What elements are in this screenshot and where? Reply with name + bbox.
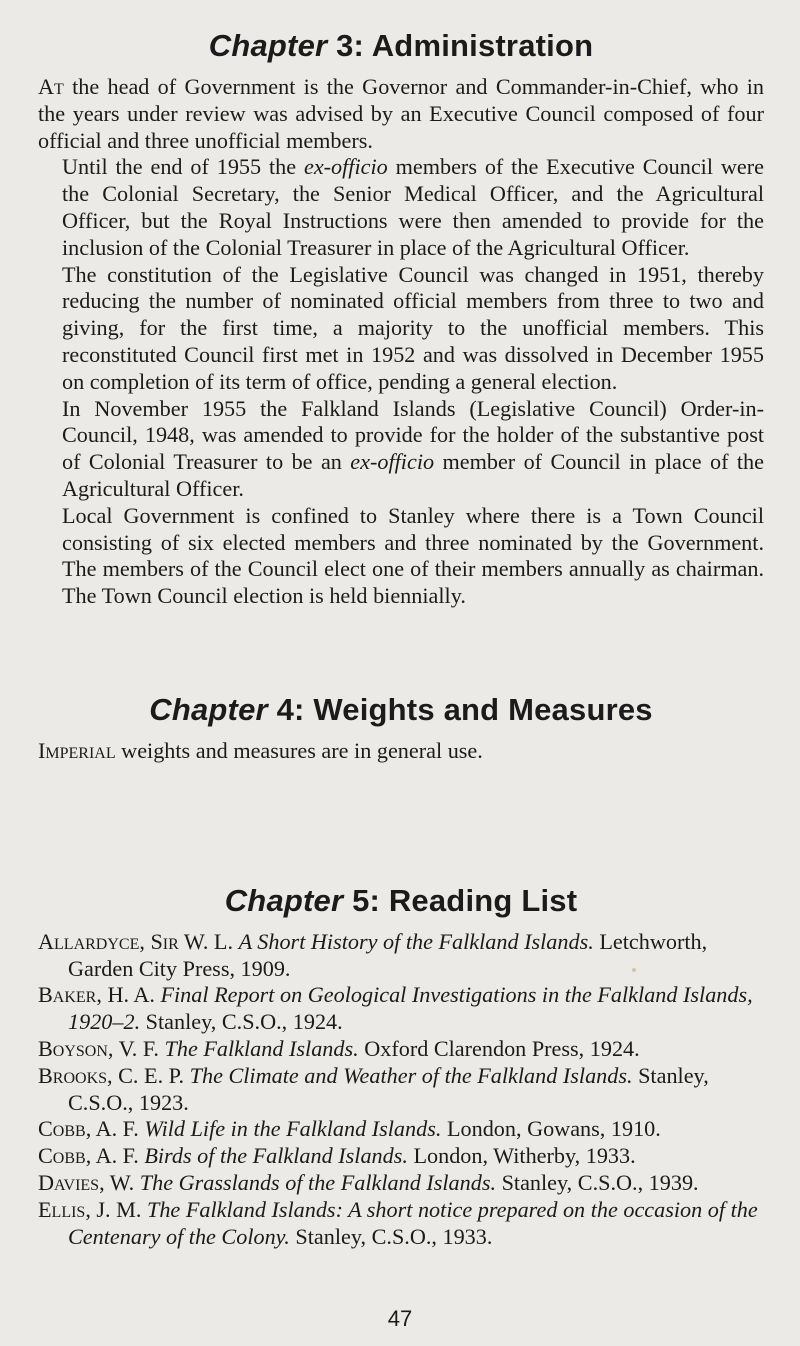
reference-entry (38, 1036, 764, 1063)
reference-title: Wild Life in the Falkland Islands. (144, 1116, 442, 1142)
paragraph-text: the head of Government is the Governor and Commander-in-Chief, who in the years under review was advised by an Executive Council composed of four official and three unofficial members. (38, 74, 764, 153)
reference-author: Davies, W. (38, 1169, 135, 1195)
paragraph-text: Until the end of 1955 the (62, 154, 304, 180)
chapter-3-heading (38, 28, 764, 64)
reference-publisher: Oxford Clarendon Press, 1924. (358, 1035, 640, 1061)
reading-list (38, 929, 764, 1251)
lead-word: Imperial (38, 737, 116, 763)
lead-word: At (38, 74, 64, 99)
reference-publisher: London, Gowans, 1910. (441, 1116, 661, 1142)
chapter-word: Chapter (208, 28, 328, 63)
reference-title: The Grasslands of the Falkland Islands. (139, 1169, 497, 1195)
page-number: 47 (387, 1306, 413, 1331)
reference-publisher: Stanley, C.S.O., 1924. (140, 1009, 343, 1035)
reference-title: The Falkland Islands: A short notice prepared on the occasion of the Centenary of the Colony. (68, 1196, 758, 1249)
italic-term: ex-officio (303, 154, 388, 180)
chapter-4-heading (38, 692, 764, 728)
reference-entry (38, 929, 764, 983)
chapter-title: 4: Weights and Measures (267, 691, 653, 727)
paragraph (38, 154, 764, 261)
reference-author: Brooks, C. E. P. (38, 1062, 185, 1088)
reference-entry (38, 1170, 764, 1197)
paragraph (38, 74, 764, 154)
paragraph: The constitution of the Legislative Council was changed in 1951, thereby reducing the number of nominated official members from three to two and giving, for the first time, a majority to the unofficial members. This reconstituted Council first met in 1952 and was dissolved in December 1955 on completion of its term of office, pending a general election. (62, 261, 764, 394)
reference-entry (38, 1063, 764, 1117)
chapter-title: 5: Reading List (343, 882, 578, 918)
chapter-title: 3: Administration (327, 28, 594, 63)
paragraph (38, 396, 764, 503)
reference-title: The Climate and Weather of the Falkland Islands. (189, 1062, 633, 1088)
reference-author: Allardyce, Sir W. L. (38, 928, 234, 954)
reference-author: Boyson, V. F. (38, 1035, 159, 1061)
reference-entry (38, 1143, 764, 1170)
reference-author: Cobb, A. F. (38, 1116, 139, 1142)
reference-author: Ellis, J. M. (38, 1196, 142, 1222)
reference-title: A Short History of the Falkland Islands. (238, 928, 594, 954)
reference-entry (38, 1197, 764, 1251)
reference-publisher: London, Witherby, 1933. (407, 1143, 636, 1169)
reference-author: Cobb, A. F. (38, 1143, 139, 1169)
reference-title: Birds of the Falkland Islands. (144, 1143, 408, 1169)
paragraph: Local Government is confined to Stanley where there is a Town Council consisting of six elected members and three nominated by the Government. The members of the Council elect one of their members annually as chairman. The Town Council election is held biennially. (62, 502, 764, 609)
paragraph-text: In November 1955 the Falkland Islands (Legislative Council) Order-in-Council, 1948, was amended to provide for the holder of the substantive post of Colonial Treasurer to be an (62, 395, 764, 475)
reference-title: Final Report on Geological Investigations in the Falkland Islands, 1920–2. (68, 982, 753, 1035)
reference-publisher: Letchworth, Garden City Press, 1909. (68, 928, 708, 981)
paper-speck (632, 968, 636, 972)
paragraph-text: members of the Executive Council were the Colonial Secretary, the Senior Medical Officer, and the Agricultural Officer, but the Royal Instructions were then amended to provide for the inclusion of the Colonial Treasurer in place of the Agricultural Officer. (62, 154, 764, 260)
paragraph-text: member of Council in place of the Agricultural Officer. (62, 449, 764, 501)
reference-publisher: Stanley, C.S.O., 1939. (496, 1169, 699, 1195)
chapter-word: Chapter (149, 691, 268, 727)
page-body (38, 28, 764, 1250)
chapter-word: Chapter (224, 882, 344, 918)
reference-publisher: Stanley, C.S.O., 1923. (68, 1062, 709, 1115)
reference-entry (38, 982, 764, 1036)
italic-term: ex-officio (350, 449, 435, 475)
paragraph (38, 738, 764, 765)
reference-publisher: Stanley, C.S.O., 1933. (289, 1223, 493, 1249)
paragraph-text: weights and measures are in general use. (115, 737, 483, 763)
reference-entry (38, 1116, 764, 1143)
chapter-5-heading (38, 883, 764, 919)
reference-title: The Falkland Islands. (164, 1035, 359, 1061)
reference-author: Baker, H. A. (38, 982, 155, 1008)
